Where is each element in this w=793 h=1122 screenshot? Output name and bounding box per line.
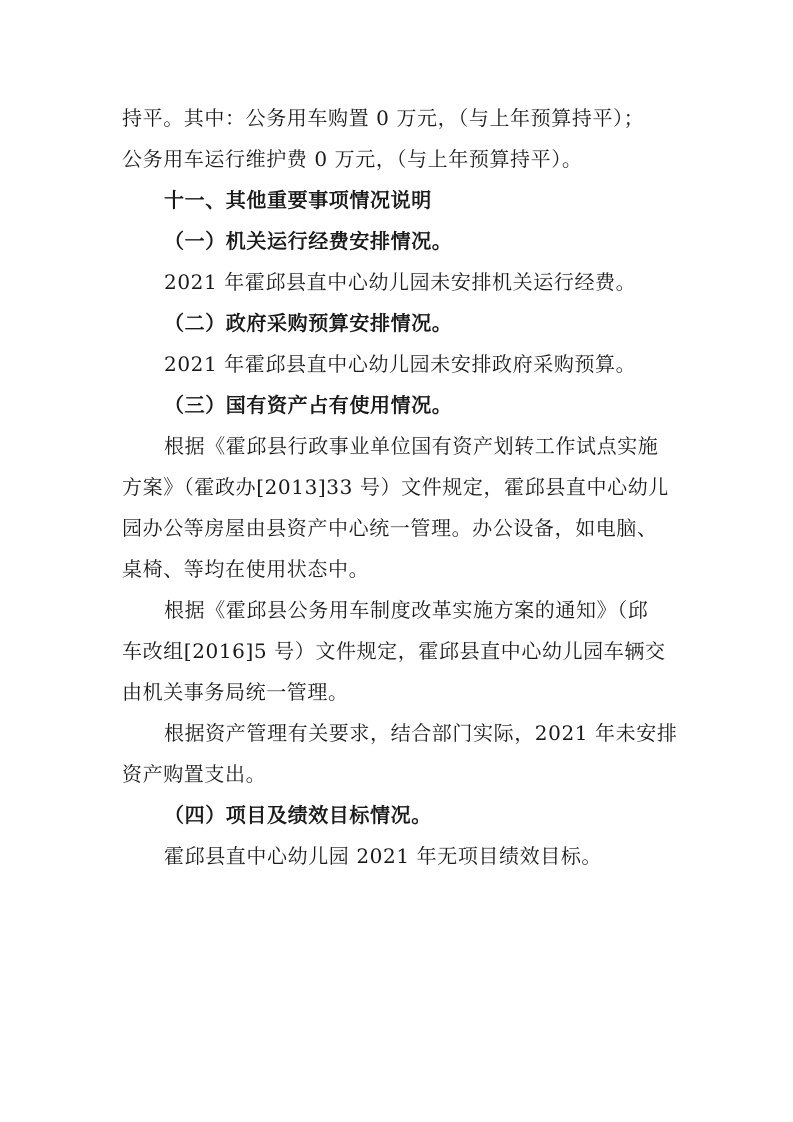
subsection-heading: （四）项目及绩效目标情况。	[164, 803, 432, 827]
body-line: 根据《霍邱县行政事业单位国有资产划转工作试点实施	[164, 434, 659, 458]
subsection-heading: （二）政府采购预算安排情况。	[164, 311, 453, 335]
body-line: 资产购置支出。	[122, 762, 267, 786]
body-line: 园办公等房屋由县资产中心统一管理。办公设备，如电脑、	[122, 516, 658, 540]
body-line: 霍邱县直中心幼儿园 2021 年无项目绩效目标。	[164, 844, 603, 868]
body-line: 持平。其中：公务用车购置 0 万元，（与上年预算持平）；	[122, 106, 645, 130]
subsection-heading: （一）机关运行经费安排情况。	[164, 229, 453, 253]
body-line: 根据《霍邱县公务用车制度改革实施方案的通知》（邱	[164, 598, 649, 622]
body-line: 车改组[2016]5 号）文件规定，霍邱县直中心幼儿园车辆交	[122, 639, 666, 663]
body-line: 桌椅、等均在使用状态中。	[122, 557, 370, 581]
section-heading: 十一、其他重要事项情况说明	[164, 188, 432, 212]
subsection-heading: （三）国有资产占有使用情况。	[164, 393, 453, 417]
body-line: 2021 年霍邱县直中心幼儿园未安排机关运行经费。	[164, 270, 637, 294]
body-line: 公务用车运行维护费 0 万元，（与上年预算持平）。	[122, 147, 583, 171]
body-line: 方案》（霍政办[2013]33 号）文件规定，霍邱县直中心幼儿	[122, 475, 669, 499]
body-line: 2021 年霍邱县直中心幼儿园未安排政府采购预算。	[164, 352, 637, 376]
body-line: 由机关事务局统一管理。	[122, 680, 349, 704]
body-line: 根据资产管理有关要求，结合部门实际，2021 年未安排	[164, 721, 678, 745]
